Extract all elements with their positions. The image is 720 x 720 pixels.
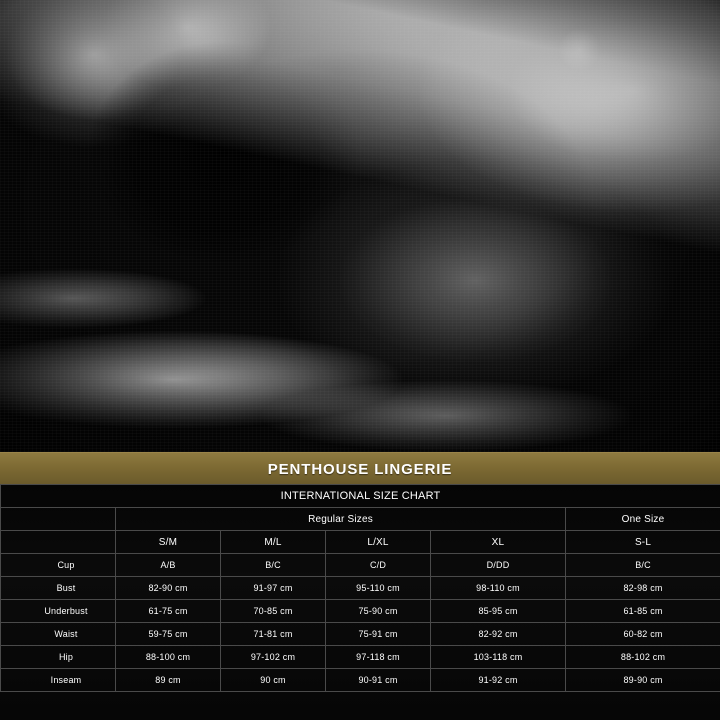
column-header-sm: S/M [116,531,221,554]
cell-waist-sl: 60-82 cm [566,623,720,646]
row-label-bust: Bust [1,577,116,600]
cell-hip-xl: 103-118 cm [431,646,566,669]
cell-underbust-lxl: 75-90 cm [326,600,431,623]
size-chart-section [0,484,720,720]
row-label-inseam: Inseam [1,669,116,692]
cell-cup-xl: D/DD [431,554,566,577]
column-header-lxl: L/XL [326,531,431,554]
cell-bust-sm: 82-90 cm [116,577,221,600]
international-size-table [0,484,720,692]
table-title-row [1,485,720,508]
cell-underbust-sl: 61-85 cm [566,600,720,623]
row-label-cup: Cup [1,554,116,577]
brand-title: PENTHOUSE LINGERIE [267,460,453,478]
row-label-waist: Waist [1,623,116,646]
row-label-hip: Hip [1,646,116,669]
cell-hip-sm: 88-100 cm [116,646,221,669]
table-row [1,646,720,669]
cell-bust-sl: 82-98 cm [566,577,720,600]
group-header-one-size: One Size [566,508,720,531]
cell-cup-sl: B/C [566,554,720,577]
cell-inseam-sl: 89-90 cm [566,669,720,692]
cell-hip-sl: 88-102 cm [566,646,720,669]
cell-hip-ml: 97-102 cm [221,646,326,669]
group-header-regular: Regular Sizes [116,508,566,531]
cell-waist-lxl: 75-91 cm [326,623,431,646]
cell-inseam-lxl: 90-91 cm [326,669,431,692]
cell-cup-lxl: C/D [326,554,431,577]
brand-banner [0,452,720,485]
cell-bust-xl: 98-110 cm [431,577,566,600]
column-header-sl: S-L [566,531,720,554]
cell-waist-xl: 82-92 cm [431,623,566,646]
cell-cup-ml: B/C [221,554,326,577]
chart-title: INTERNATIONAL SIZE CHART [1,485,720,508]
column-header-xl: XL [431,531,566,554]
group-row-spacer [1,508,116,531]
cell-bust-lxl: 95-110 cm [326,577,431,600]
table-row [1,600,720,623]
size-row-spacer [1,531,116,554]
table-row [1,577,720,600]
cell-inseam-xl: 91-92 cm [431,669,566,692]
cell-inseam-ml: 90 cm [221,669,326,692]
row-label-underbust: Underbust [1,600,116,623]
cell-hip-lxl: 97-118 cm [326,646,431,669]
cell-underbust-ml: 70-85 cm [221,600,326,623]
table-size-header-row [1,531,720,554]
table-row [1,554,720,577]
cell-underbust-sm: 61-75 cm [116,600,221,623]
column-header-ml: M/L [221,531,326,554]
table-row [1,623,720,646]
table-row [1,669,720,692]
cell-waist-ml: 71-81 cm [221,623,326,646]
cell-underbust-xl: 85-95 cm [431,600,566,623]
cell-bust-ml: 91-97 cm [221,577,326,600]
cell-waist-sm: 59-75 cm [116,623,221,646]
table-group-row [1,508,720,531]
cell-inseam-sm: 89 cm [116,669,221,692]
cell-cup-sm: A/B [116,554,221,577]
